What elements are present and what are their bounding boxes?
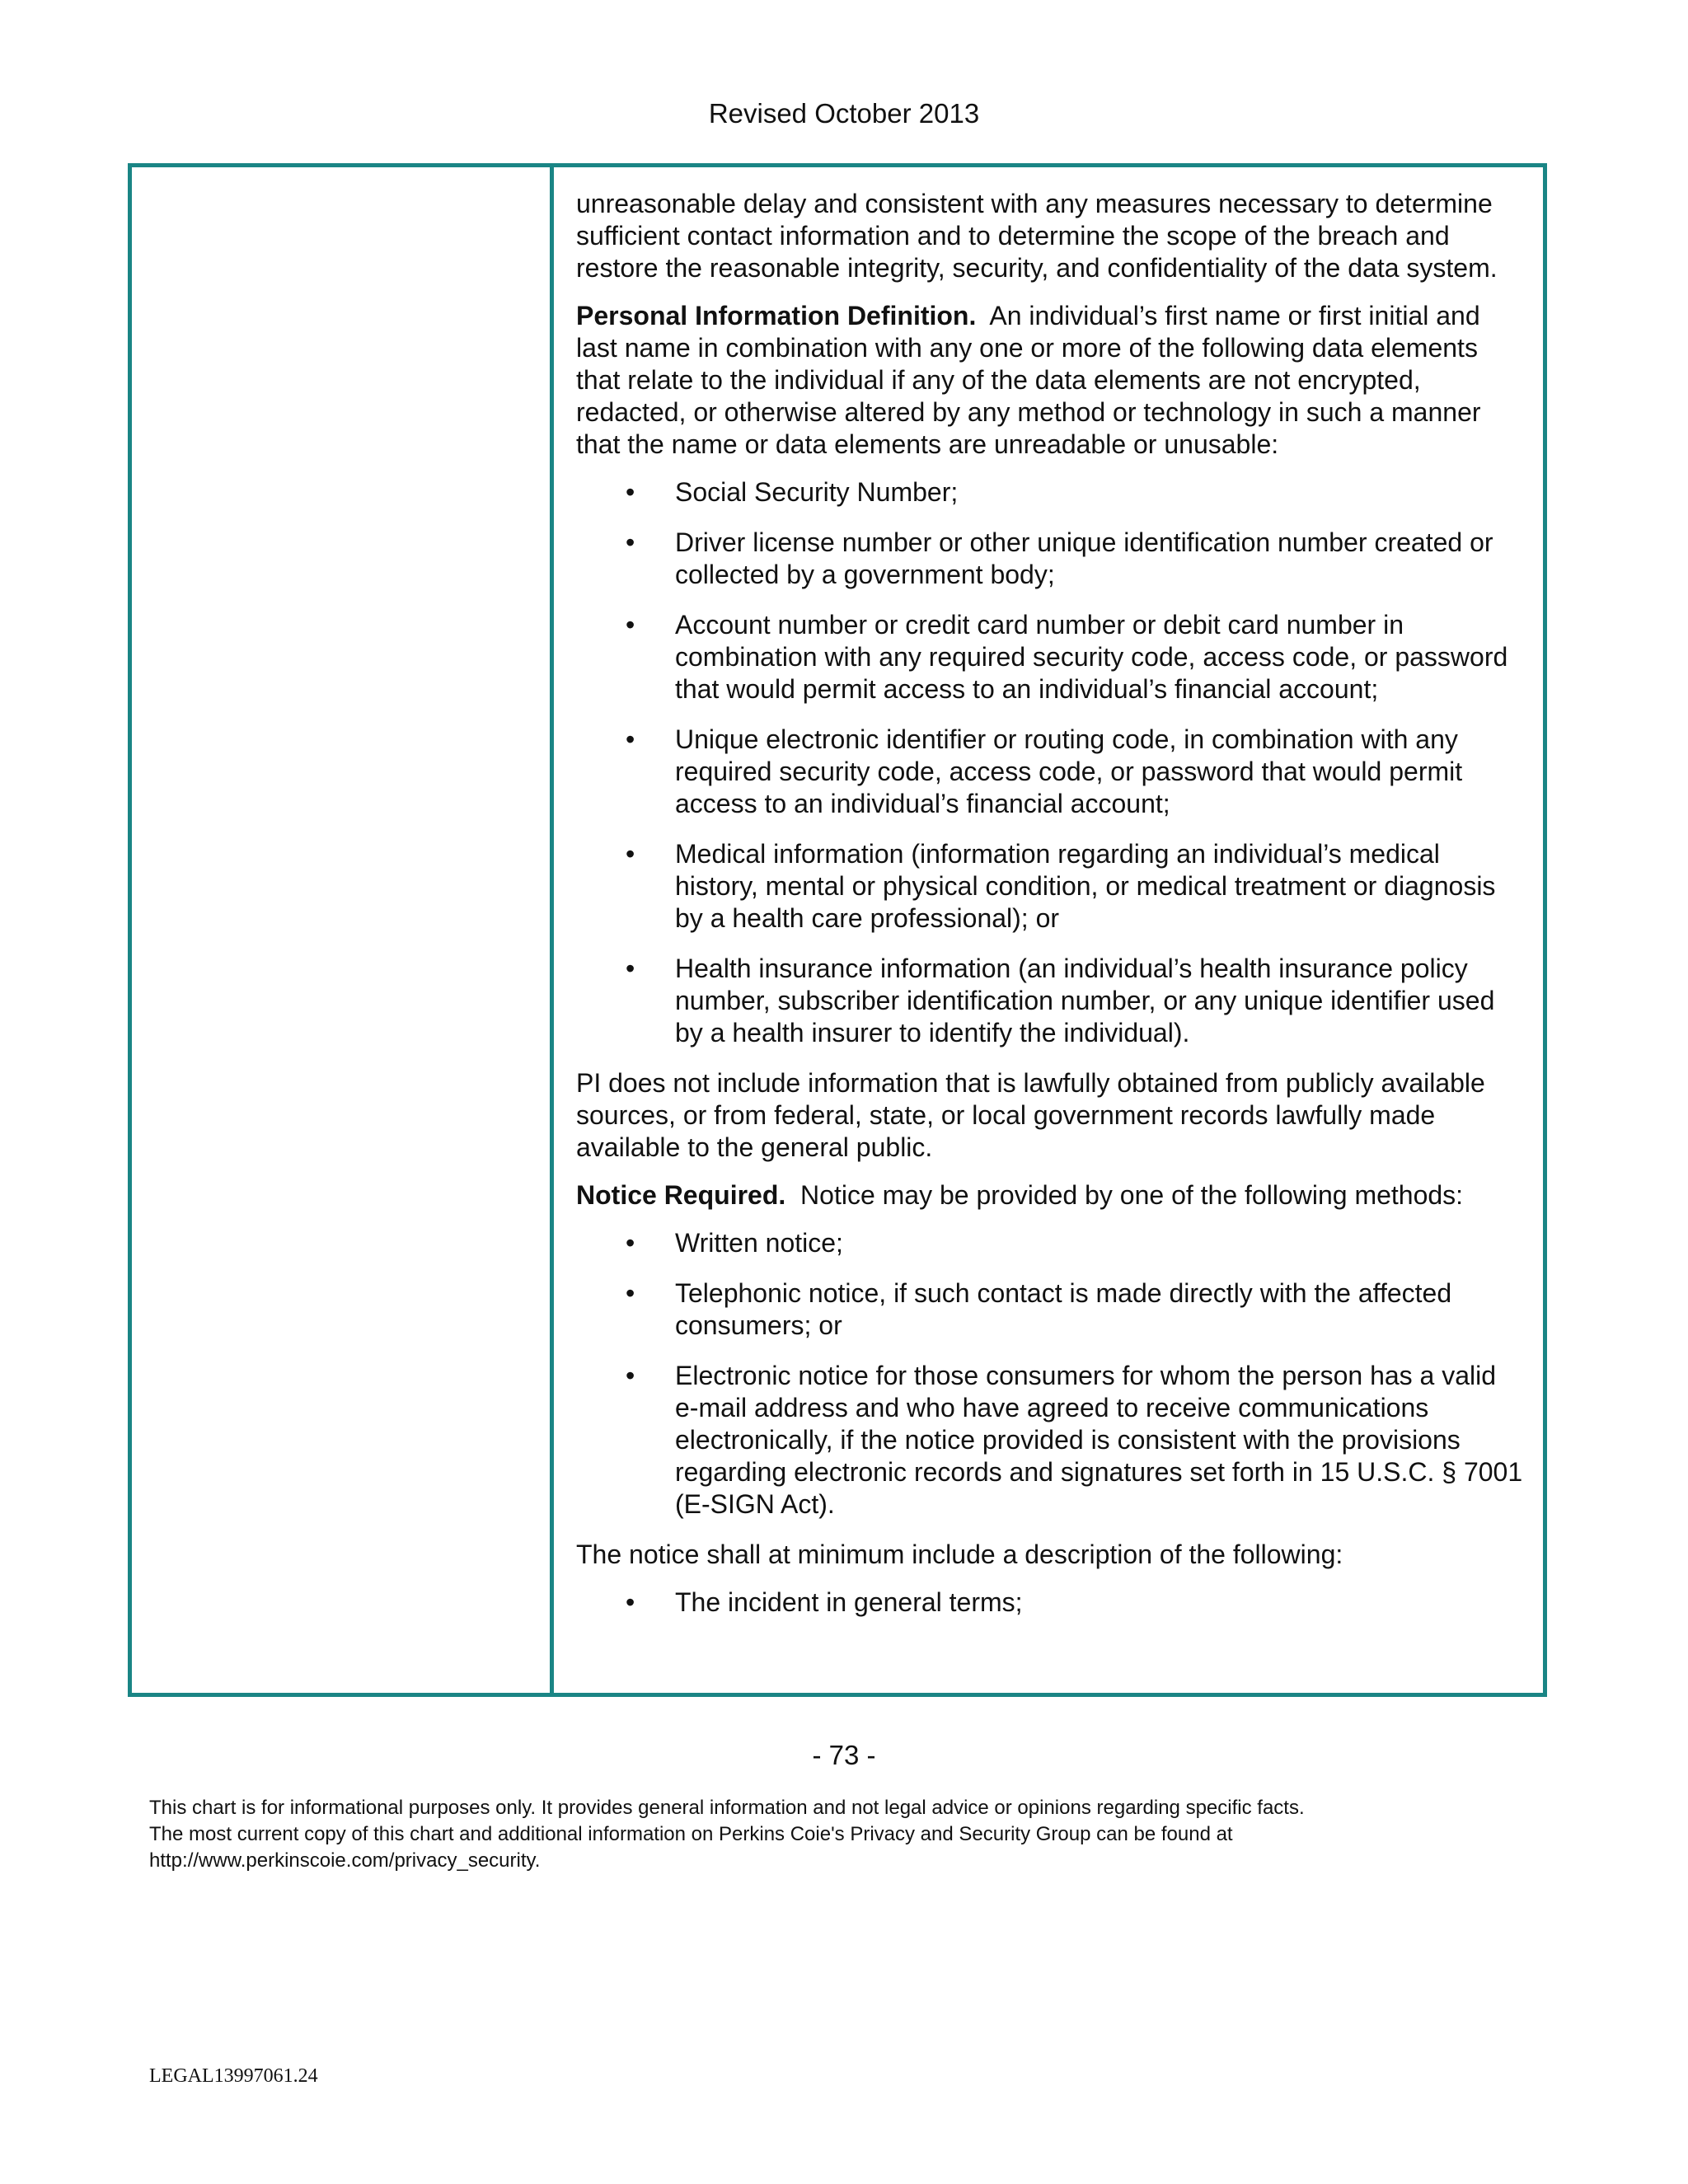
list-item: • Social Security Number; <box>675 476 1526 509</box>
details-column-cell <box>554 167 1543 1693</box>
pi-definition-text: An individual’s first name or first initial and last name in combination with any one or more of the following data elements that relate to the individual if any of the data elements are not encrypted, redacted, or otherwise altered by any method or technology in such a manner that the name or data elements are unreadable or unusable: <box>576 301 1481 459</box>
disclaimer-line: This chart is for informational purposes only. It provides general information and not legal advice or opinions regarding specific facts. <box>149 1797 1305 1819</box>
list-item: • Driver license number or other unique identification number created or collected by a government body; <box>675 527 1526 591</box>
intro-paragraph: unreasonable delay and consistent with any measures necessary to determine sufficient contact information and to determine the scope of the breach and restore the reasonable integrity, security, and confidentiality of the data system. <box>576 189 1498 283</box>
notice-required-paragraph <box>576 1179 1526 1212</box>
list-item: • Medical information (information regarding an individual’s medical history, mental or physical condition, or medical treatment or diagnosis by a health care professional); or <box>675 838 1526 935</box>
list-item: • Written notice; <box>675 1227 1526 1259</box>
content-table <box>128 163 1547 1697</box>
pi-exclusion-paragraph: PI does not include information that is lawfully obtained from publicly available sources, or from federal, state, or local government records lawfully made available to the general public. <box>576 1068 1485 1162</box>
pi-definition-heading: Personal Information Definition. <box>576 301 977 330</box>
disclaimer-line: The most current copy of this chart and additional information on Perkins Coie's Privacy and Security Group can be found at <box>149 1823 1233 1845</box>
notice-required-heading: Notice Required. <box>576 1180 786 1210</box>
notice-methods-list <box>576 1227 1526 1521</box>
document-id: LEGAL13997061.24 <box>149 2065 318 2087</box>
list-item: • Health insurance information (an individual’s health insurance policy number, subscriber identification number, or any unique identifier used by a health insurer to identify the individual). <box>675 953 1526 1049</box>
notice-minimum-paragraph: The notice shall at minimum include a description of the following: <box>576 1540 1343 1569</box>
disclaimer-link: http://www.perkinscoie.com/privacy_security. <box>149 1849 541 1872</box>
revised-date-header: Revised October 2013 <box>708 98 980 129</box>
list-item: • Telephonic notice, if such contact is made directly with the affected consumers; or <box>675 1277 1526 1342</box>
list-item: • Account number or credit card number or debit card number in combination with any required security code, access code, or password that would permit access to an individual’s financial account; <box>675 609 1526 705</box>
disclaimer <box>149 1795 1550 1874</box>
notice-contents-list <box>576 1586 1526 1619</box>
list-item: • Electronic notice for those consumers for whom the person has a valid e-mail address and who have agreed to receive communications electronically, if the notice provided is consistent with the provisions regarding electronic records and signatures set forth in 15 U.S.C. § 7001 (E-SIGN Act). <box>675 1360 1526 1521</box>
pi-elements-list <box>576 476 1526 1049</box>
pi-definition-paragraph <box>576 300 1526 461</box>
notice-required-text: Notice may be provided by one of the following methods: <box>800 1180 1464 1210</box>
list-item: • The incident in general terms; <box>675 1586 1526 1619</box>
state-column-cell <box>132 167 554 1693</box>
page-number: - 73 - <box>812 1740 876 1770</box>
list-item: • Unique electronic identifier or routing code, in combination with any required security code, access code, or password that would permit access to an individual’s financial account; <box>675 724 1526 820</box>
